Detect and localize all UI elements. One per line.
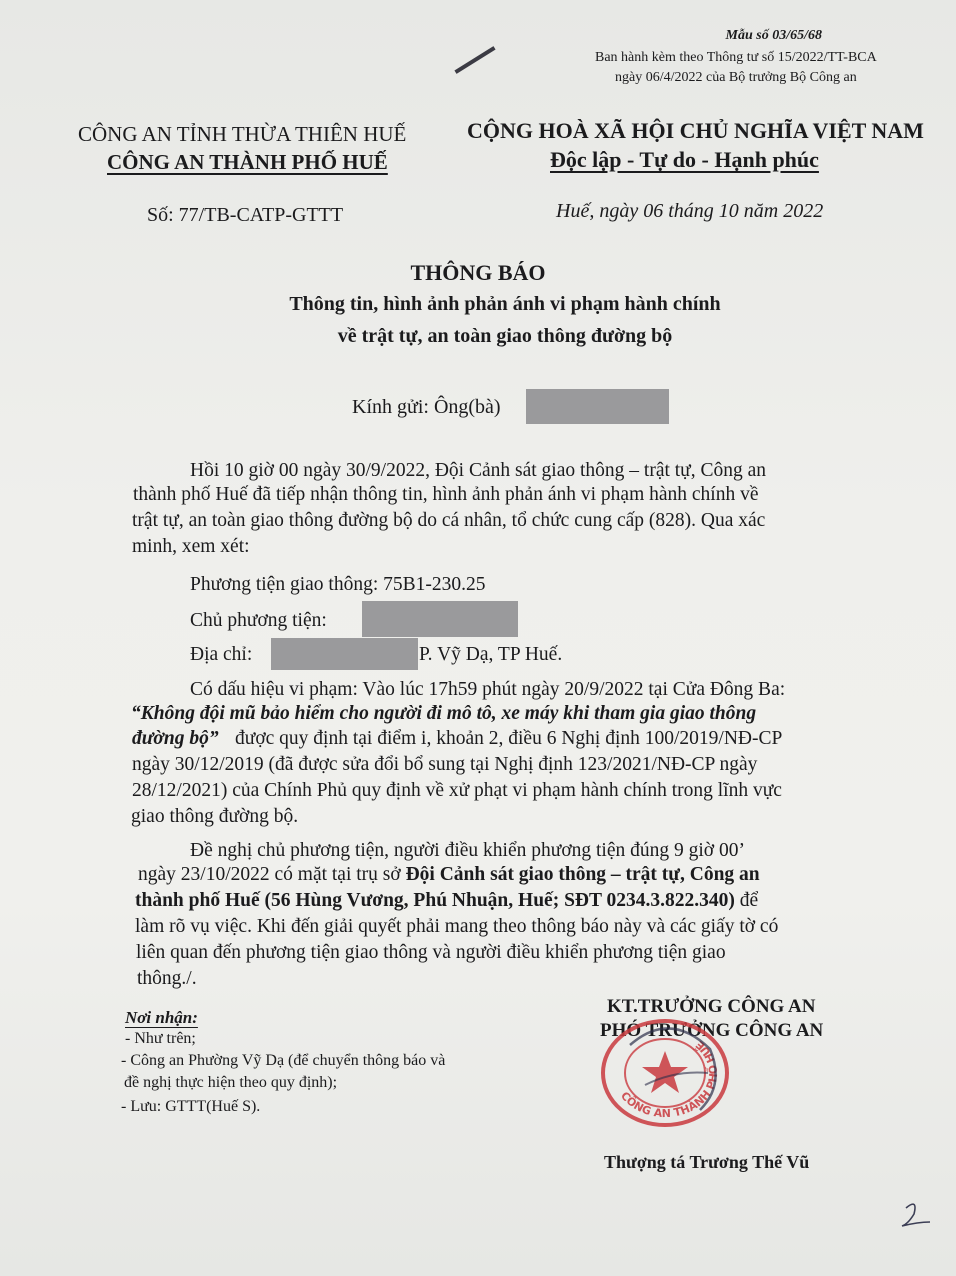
vehicle-plate: Phương tiện giao thông: 75B1-230.25 (190, 574, 486, 595)
document-subtitle-1: Thông tin, hình ảnh phản ánh vi phạm hành chính (289, 293, 721, 315)
pen-scribble-icon (888, 1196, 938, 1232)
official-seal-icon (590, 1015, 740, 1127)
redacted-owner (362, 601, 518, 637)
republic-title: CỘNG HOÀ XÃ HỘI CHỦ NGHĨA VIỆT NAM (467, 118, 924, 143)
redacted-name (526, 389, 669, 424)
recipient-item-2: - Công an Phường Vỹ Dạ (để chuyển thông báo và (121, 1052, 446, 1069)
form-number: Mẫu số 03/65/68 (725, 28, 822, 43)
signer-name: Thượng tá Trương Thế Vũ (604, 1152, 810, 1172)
document-title: THÔNG BÁO (410, 260, 546, 285)
violation-line-5: 28/12/2021) của Chính Phủ quy định về xử phạt vi phạm hành chính trong lĩnh vực (132, 780, 782, 801)
org-parent: CÔNG AN TỈNH THỪA THIÊN HUẾ (78, 122, 407, 146)
request-line-2-bold: Đội Cảnh sát giao thông – trật tự, Công an (405, 864, 760, 885)
addressee-label: Kính gửi: Ông(bà) (352, 396, 501, 418)
recipient-item-2-cont: đề nghị thực hiện theo quy định); (124, 1074, 338, 1091)
request-line-3 (135, 890, 758, 912)
recipients-heading: Nơi nhận: (125, 1008, 198, 1027)
paragraph-1-line-2: thành phố Huế đã tiếp nhận thông tin, hình ảnh phản ánh vi phạm hành chính về (133, 484, 759, 505)
owner-label: Chủ phương tiện: (190, 610, 327, 631)
address-value: P. Vỹ Dạ, TP Huế. (419, 644, 563, 665)
redacted-address (271, 638, 418, 670)
violation-line-3-emphasis: đường bộ” (132, 728, 219, 749)
request-line-1: Đề nghị chủ phương tiện, người điều khiển phương tiện đúng 9 giờ 00’ (190, 840, 745, 861)
paragraph-1-line-4: minh, xem xét: (132, 536, 250, 557)
request-line-4: làm rõ vụ việc. Khi đến giải quyết phải mang theo thông báo này và các giấy tờ có (135, 916, 779, 937)
org-unit: CÔNG AN THÀNH PHỐ HUẾ (107, 150, 388, 174)
request-line-3-tail: để (734, 890, 759, 911)
request-line-3-bold: thành phố Huế (56 Hùng Vương, Phú Nhuận, Huế; SĐT 0234.3.822.340) (135, 890, 735, 911)
pen-mark (454, 46, 495, 74)
signature-authority-1: KT.TRƯỞNG CÔNG AN (607, 996, 816, 1017)
issued-line-1: Ban hành kèm theo Thông tư số 15/2022/TT-BCA (595, 50, 877, 65)
violation-line-1: Có dấu hiệu vi phạm: Vào lúc 17h59 phút ngày 20/9/2022 tại Cửa Đông Ba: (190, 679, 786, 700)
violation-line-6: giao thông đường bộ. (131, 806, 299, 827)
violation-line-3: được quy định tại điểm i, khoản 2, điều 6 Nghị định 100/2019/NĐ-CP (235, 728, 783, 749)
paragraph-1-line-3: trật tự, an toàn giao thông đường bộ do cá nhân, tổ chức cung cấp (828). Qua xác (132, 510, 766, 531)
signature-authority-2: PHÓ TRƯỞNG CÔNG AN (600, 1020, 824, 1041)
recipient-item-1: - Như trên; (125, 1030, 196, 1047)
seal-text: CÔNG AN THÀNH PHỐ HUẾ (617, 1038, 721, 1121)
issued-line-2: ngày 06/4/2022 của Bộ trưởng Bộ Công an (615, 70, 857, 85)
place-date: Huế, ngày 06 tháng 10 năm 2022 (556, 200, 824, 222)
document-number: Số: 77/TB-CATP-GTTT (147, 204, 344, 226)
request-line-2-plain: ngày 23/10/2022 có mặt tại trụ sở (138, 864, 406, 885)
violation-line-2: “Không đội mũ bảo hiểm cho người đi mô tô, xe máy khi tham gia giao thông (131, 703, 757, 724)
paragraph-1-line-1: Hồi 10 giờ 00 ngày 30/9/2022, Đội Cảnh sát giao thông – trật tự, Công an (190, 460, 767, 481)
violation-line-4: ngày 30/12/2019 (đã được sửa đổi bổ sung tại Nghị định 123/2021/NĐ-CP ngày (132, 754, 758, 775)
document-subtitle-2: về trật tự, an toàn giao thông đường bộ (337, 325, 673, 347)
address-label: Địa chỉ: (190, 644, 253, 665)
recipient-item-3: - Lưu: GTTT(Huế S). (121, 1098, 261, 1115)
request-line-2 (138, 864, 760, 886)
request-line-5: liên quan đến phương tiện giao thông và người điều khiển phương tiện giao (136, 942, 726, 963)
national-motto: Độc lập - Tự do - Hạnh phúc (550, 147, 819, 172)
request-line-6: thông./. (137, 968, 197, 989)
